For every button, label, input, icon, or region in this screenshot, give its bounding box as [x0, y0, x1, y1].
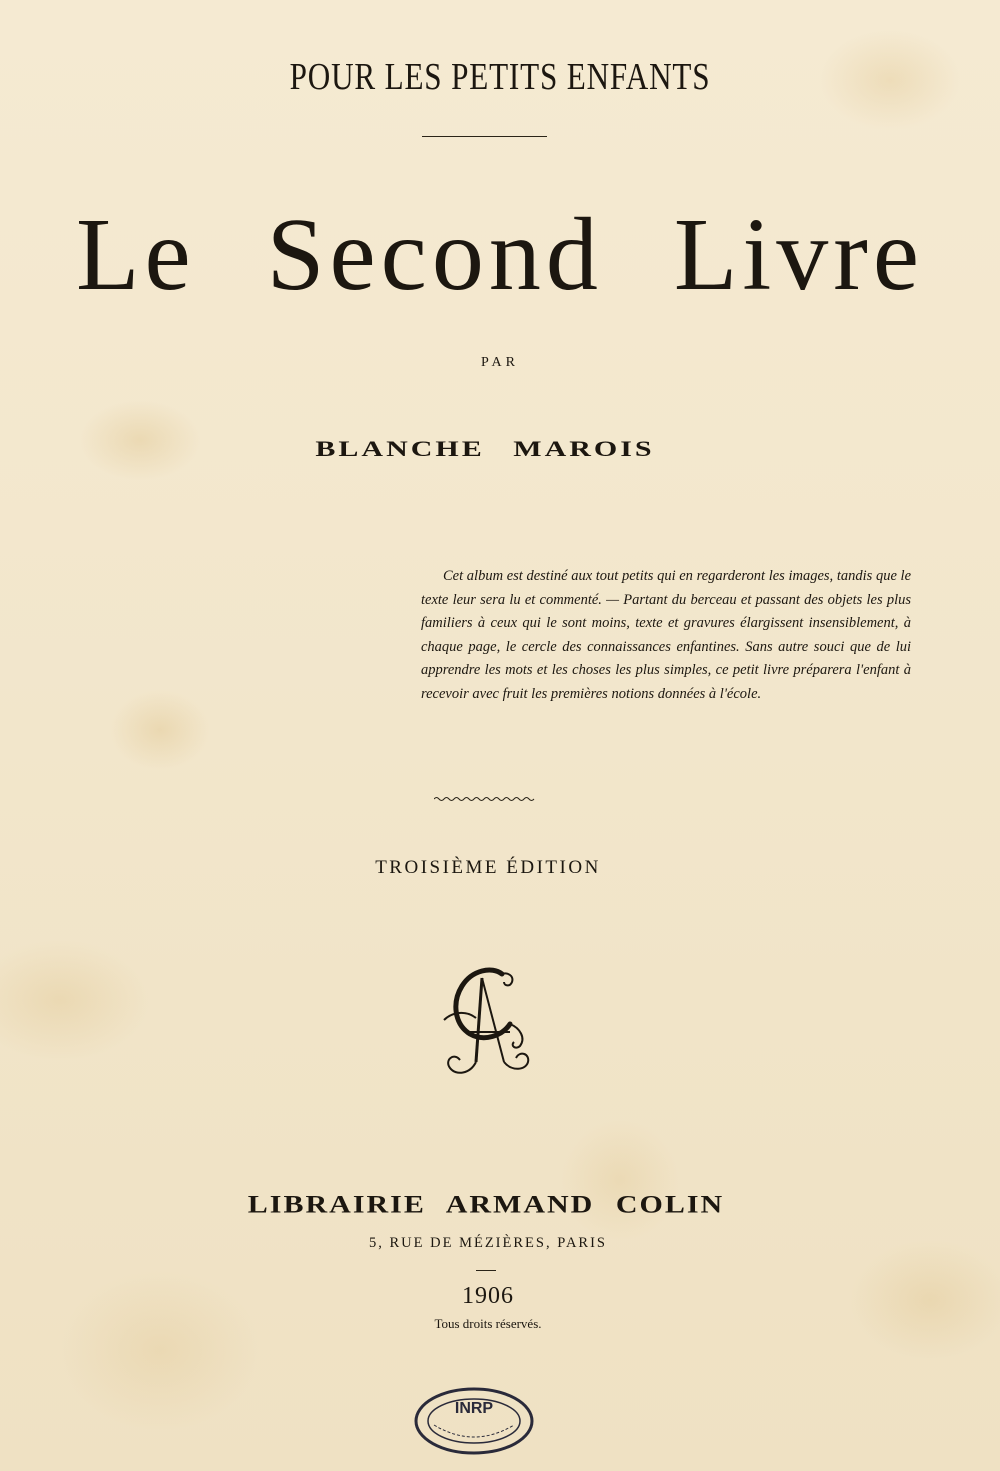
description-paragraph [421, 565, 911, 706]
publication-year: 1906 [462, 1283, 514, 1309]
series-title: POUR LES PETITS ENFANTS [289, 56, 711, 98]
top-divider [422, 136, 547, 137]
description-text: Cet album est destiné aux tout petits qui en regarderont les images, tandis que le texte leur sera lu et commenté. — Partant du berceau et passant des objets les plus familiers à ceux qui le sont moins, texte et gravures élargissent insensiblement, à chaque page, le cercle des connaissances enfantines. Sans autre souci que de lui apprendre les mots et les choses les plus simples, ce petit livre préparera l'enfant à recevoir avec fruit les premières notions données à l'école. [421, 568, 911, 702]
edition-label: TROISIÈME ÉDITION [375, 857, 601, 878]
ornamental-divider [434, 794, 538, 804]
byline-par: PAR [481, 355, 519, 370]
publisher-address: 5, RUE DE MÉZIÈRES, PARIS [369, 1235, 607, 1251]
year-divider [476, 1270, 496, 1271]
publisher-monogram-icon [432, 962, 532, 1082]
monogram-letters: AC [432, 962, 434, 963]
rights-notice: Tous droits réservés. [434, 1316, 542, 1331]
publisher-name: LIBRAIRIE ARMAND COLIN [247, 1190, 725, 1219]
library-stamp-icon [412, 1385, 536, 1457]
stamp-text: INRP [454, 1400, 494, 1417]
author-name: BLANCHE MAROIS [315, 436, 655, 461]
book-title: Le Second Livre [75, 197, 925, 312]
